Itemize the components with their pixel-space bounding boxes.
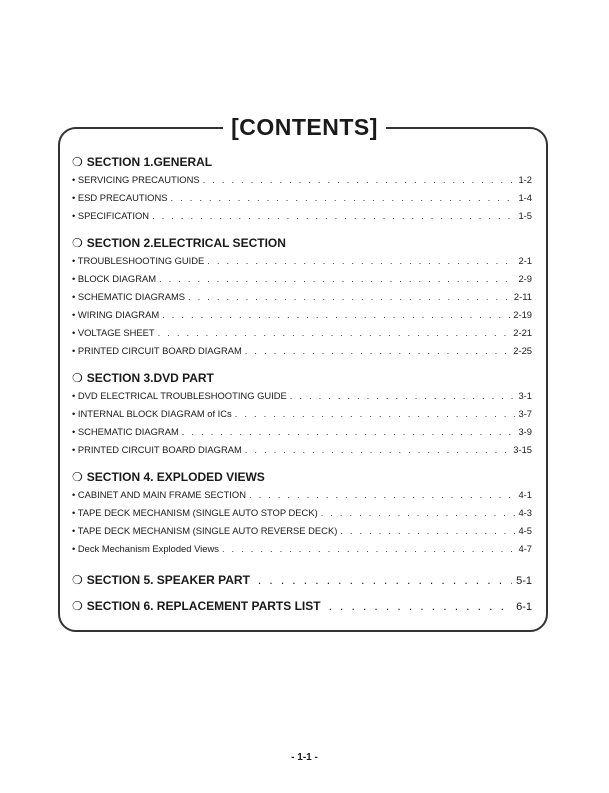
toc-entry[interactable] [72, 387, 532, 405]
toc-entry-page: 2-11 [513, 291, 532, 302]
toc-entry[interactable] [72, 252, 532, 270]
toc-entry-page: 4-7 [518, 543, 532, 554]
toc-entry-page: 5-1 [516, 575, 532, 587]
toc-entry[interactable] [72, 171, 532, 189]
leader-dots [258, 567, 512, 593]
contents-list [72, 153, 532, 619]
toc-entry-label: • INTERNAL BLOCK DIAGRAM of ICs [72, 408, 232, 419]
toc-entry-label: • SCHEMATIC DIAGRAMS [72, 291, 186, 302]
toc-entry[interactable] [72, 423, 532, 441]
toc-entry-label: • SCHEMATIC DIAGRAM [72, 426, 179, 437]
leader-dots [329, 593, 513, 619]
toc-entry-label: • SPECIFICATION [72, 210, 150, 221]
toc-entry-page: 2-25 [513, 345, 532, 356]
toc-entry-label: • DVD ELECTRICAL TROUBLESHOOTING GUIDE [72, 390, 287, 401]
leader-dots [207, 252, 515, 270]
page-number: - 1-1 - [291, 752, 318, 763]
toc-entry-page: 2-19 [513, 309, 532, 320]
toc-entry[interactable] [72, 342, 532, 360]
toc-entry-page: 4-5 [518, 525, 532, 536]
leader-dots [321, 504, 516, 522]
leader-dots [203, 171, 516, 189]
toc-entry-page: 1-2 [518, 174, 532, 185]
toc-entry-page: 1-5 [518, 210, 532, 221]
toc-entry-page: 2-21 [513, 327, 532, 338]
section-5-entry[interactable] [72, 567, 532, 593]
toc-entry[interactable] [72, 270, 532, 288]
toc-entry-label: • TAPE DECK MECHANISM (SINGLE AUTO REVERSE DECK) [72, 525, 338, 536]
toc-entry-page: 3-15 [513, 444, 532, 455]
leader-dots [222, 540, 516, 558]
page-title: [CONTENTS] [223, 110, 386, 144]
section-heading: ❍ SECTION 2.ELECTRICAL SECTION [72, 236, 286, 250]
leader-dots [245, 342, 510, 360]
circle-bullet-icon: ❍ [72, 155, 83, 169]
circle-bullet-icon: ❍ [72, 599, 83, 613]
toc-entry-page: 3-1 [518, 390, 532, 401]
toc-entry-label: • SERVICING PRECAUTIONS [72, 174, 200, 185]
section-heading: ❍ SECTION 3.DVD PART [72, 371, 214, 385]
leader-dots [182, 423, 516, 441]
toc-entry-page: 2-1 [518, 255, 532, 266]
section-heading: SECTION 6. REPLACEMENT PARTS LIST [86, 599, 321, 613]
section-2 [72, 234, 532, 360]
toc-entry-label: • TAPE DECK MECHANISM (SINGLE AUTO STOP DECK) [72, 507, 318, 518]
toc-entry-label: • TROUBLESHOOTING GUIDE [72, 255, 205, 266]
toc-entry-label: • BLOCK DIAGRAM [72, 273, 157, 284]
toc-entry-label: • ESD PRECAUTIONS [72, 192, 168, 203]
toc-entry-page: 4-3 [518, 507, 532, 518]
section-4 [72, 468, 532, 558]
leader-dots [249, 486, 515, 504]
toc-entry[interactable] [72, 486, 532, 504]
toc-entry[interactable] [72, 540, 532, 558]
toc-entry-page: 6-1 [516, 601, 532, 613]
toc-entry-page: 3-9 [518, 426, 532, 437]
leader-dots [245, 441, 510, 459]
toc-entry[interactable] [72, 405, 532, 423]
toc-entry[interactable] [72, 441, 532, 459]
leader-dots [171, 189, 516, 207]
toc-entry[interactable] [72, 288, 532, 306]
section-3 [72, 369, 532, 459]
leader-dots [290, 387, 516, 405]
toc-entry-label: • Deck Mechanism Exploded Views [72, 543, 219, 554]
section-1 [72, 153, 532, 225]
toc-entry-page: 1-4 [518, 192, 532, 203]
toc-entry[interactable] [72, 306, 532, 324]
circle-bullet-icon: ❍ [72, 470, 83, 484]
toc-entry[interactable] [72, 207, 532, 225]
toc-entry-label: • CABINET AND MAIN FRAME SECTION [72, 489, 246, 500]
circle-bullet-icon: ❍ [72, 236, 83, 250]
toc-entry[interactable] [72, 504, 532, 522]
toc-entry-page: 3-7 [518, 408, 532, 419]
toc-entry[interactable] [72, 324, 532, 342]
section-heading: ❍ SECTION 4. EXPLODED VIEWS [72, 470, 265, 484]
section-heading: ❍ SECTION 1.GENERAL [72, 155, 213, 169]
section-6-entry[interactable] [72, 593, 532, 619]
title-wrap [0, 110, 609, 144]
toc-entry-label: • PRINTED CIRCUIT BOARD DIAGRAM [72, 345, 242, 356]
leader-dots [340, 522, 515, 540]
circle-bullet-icon: ❍ [72, 573, 83, 587]
toc-entry-label: • VOLTAGE SHEET [72, 327, 155, 338]
leader-dots [162, 306, 510, 324]
toc-entry-label: • WIRING DIAGRAM [72, 309, 160, 320]
leader-dots [235, 405, 516, 423]
leader-dots [158, 324, 511, 342]
toc-entry[interactable] [72, 189, 532, 207]
leader-dots [188, 288, 511, 306]
toc-entry-page: 2-9 [518, 273, 532, 284]
leader-dots [152, 207, 515, 225]
section-heading: SECTION 5. SPEAKER PART [86, 573, 250, 587]
leader-dots [159, 270, 515, 288]
toc-entry[interactable] [72, 522, 532, 540]
circle-bullet-icon: ❍ [72, 371, 83, 385]
toc-entry-page: 4-1 [518, 489, 532, 500]
toc-entry-label: • PRINTED CIRCUIT BOARD DIAGRAM [72, 444, 242, 455]
